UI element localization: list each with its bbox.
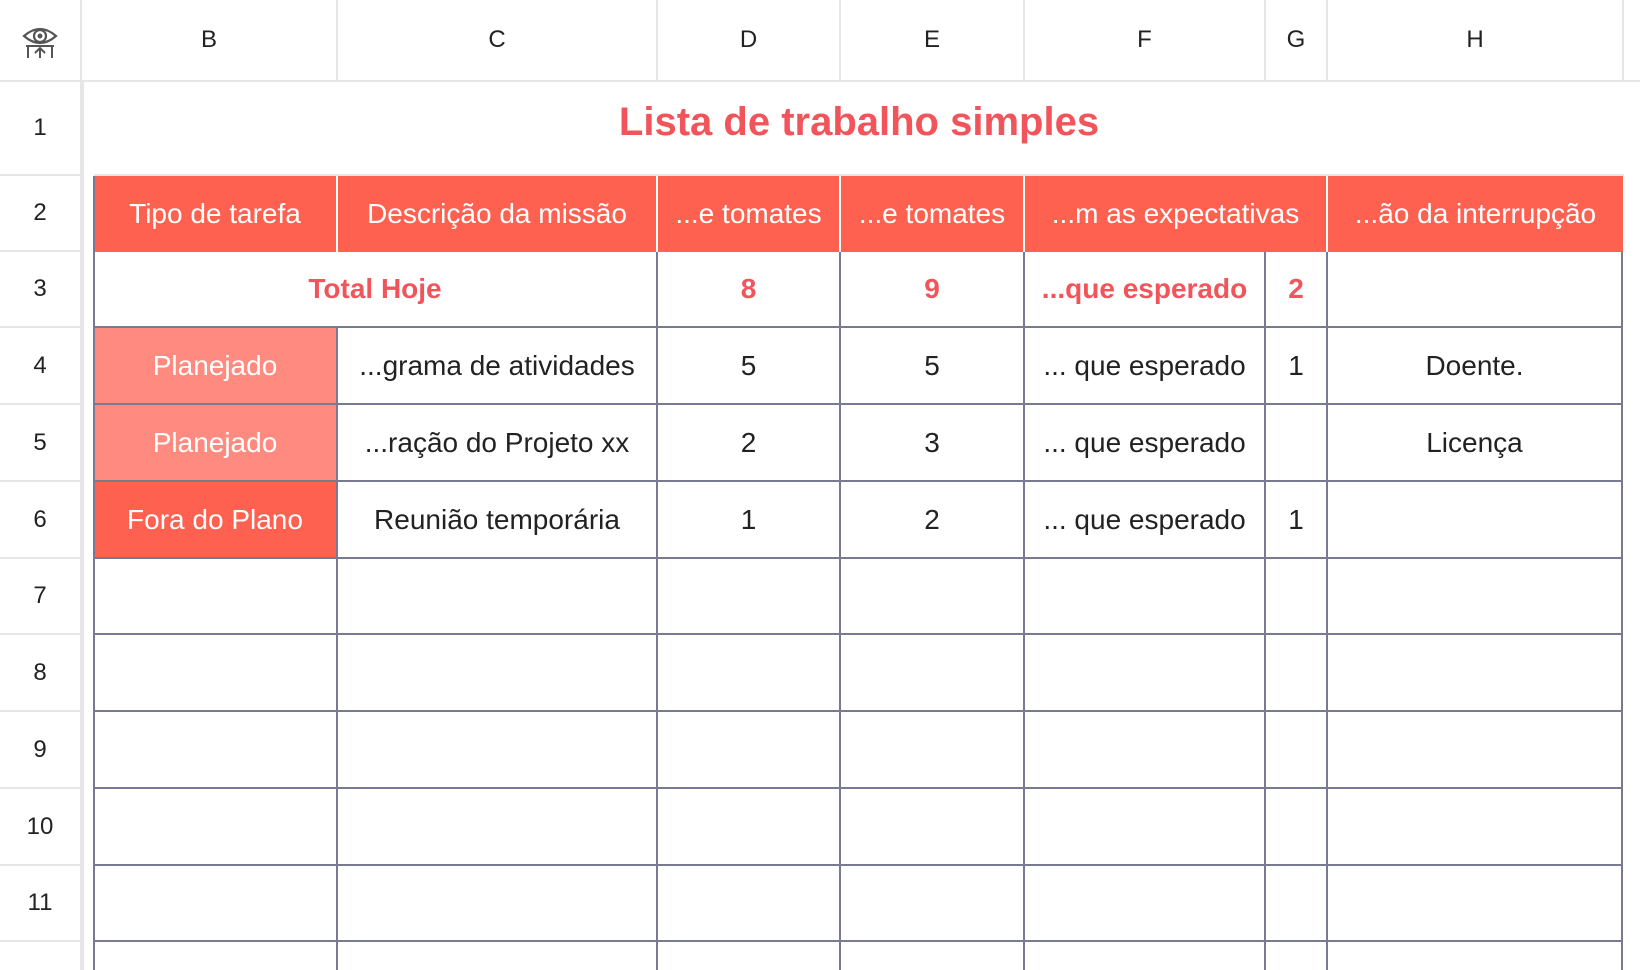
empty-cell[interactable] bbox=[841, 635, 1025, 712]
empty-cell[interactable] bbox=[1025, 789, 1266, 866]
column-header-b[interactable]: B bbox=[82, 0, 338, 82]
empty-cell[interactable] bbox=[658, 635, 841, 712]
sheet-title[interactable]: Lista de trabalho simples bbox=[94, 82, 1624, 176]
empty-cell[interactable] bbox=[1266, 559, 1328, 635]
empty-cell[interactable] bbox=[94, 866, 338, 942]
corner-freeze-toggle[interactable] bbox=[0, 0, 82, 82]
interruption-reason-cell[interactable]: Doente. bbox=[1328, 328, 1623, 405]
column-header-c[interactable]: C bbox=[338, 0, 658, 82]
row-header-9[interactable]: 9 bbox=[0, 712, 82, 789]
table-left-border bbox=[93, 176, 95, 970]
tomatoes-1-cell[interactable]: 1 bbox=[658, 482, 841, 559]
empty-cell[interactable] bbox=[338, 635, 658, 712]
empty-cell[interactable] bbox=[841, 559, 1025, 635]
column-header-e[interactable]: E bbox=[841, 0, 1025, 82]
empty-cell[interactable] bbox=[1025, 942, 1266, 970]
row-header-4[interactable]: 4 bbox=[0, 328, 82, 405]
empty-cell[interactable] bbox=[658, 789, 841, 866]
empty-cell[interactable] bbox=[841, 789, 1025, 866]
total-e[interactable]: 9 bbox=[841, 252, 1025, 328]
empty-cell[interactable] bbox=[1025, 635, 1266, 712]
empty-cell[interactable] bbox=[94, 942, 338, 970]
empty-cell[interactable] bbox=[338, 559, 658, 635]
empty-cell[interactable] bbox=[841, 942, 1025, 970]
tomatoes-1-cell[interactable]: 5 bbox=[658, 328, 841, 405]
task-type-cell[interactable]: Planejado bbox=[94, 405, 338, 482]
interruption-reason-cell[interactable] bbox=[1328, 482, 1623, 559]
empty-cell[interactable] bbox=[1266, 712, 1328, 789]
total-d[interactable]: 8 bbox=[658, 252, 841, 328]
empty-cell[interactable] bbox=[1266, 866, 1328, 942]
interruption-count-cell[interactable] bbox=[1266, 405, 1328, 482]
row-header-7[interactable]: 7 bbox=[0, 559, 82, 635]
empty-cell[interactable] bbox=[94, 712, 338, 789]
empty-cell[interactable] bbox=[1328, 942, 1623, 970]
description-cell[interactable]: ...ração do Projeto xx bbox=[338, 405, 658, 482]
row-header-3[interactable]: 3 bbox=[0, 252, 82, 328]
header-tomatoes-1[interactable]: ...e tomates bbox=[658, 176, 841, 252]
empty-cell[interactable] bbox=[841, 866, 1025, 942]
column-header-d[interactable]: D bbox=[658, 0, 841, 82]
empty-cell[interactable] bbox=[1328, 789, 1623, 866]
empty-cell[interactable] bbox=[658, 866, 841, 942]
header-expectations[interactable]: ...m as expectativas bbox=[1025, 176, 1328, 252]
interruption-count-cell[interactable]: 1 bbox=[1266, 482, 1328, 559]
header-task-type[interactable]: Tipo de tarefa bbox=[94, 176, 338, 252]
row-header-12[interactable] bbox=[0, 942, 82, 970]
header-interruption[interactable]: ...ão da interrupção bbox=[1328, 176, 1623, 252]
task-type-cell[interactable]: Planejado bbox=[94, 328, 338, 405]
row-header-8[interactable]: 8 bbox=[0, 635, 82, 712]
expectation-cell[interactable]: ... que esperado bbox=[1025, 405, 1266, 482]
empty-cell[interactable] bbox=[94, 559, 338, 635]
empty-cell[interactable] bbox=[1025, 866, 1266, 942]
empty-cell[interactable] bbox=[1266, 789, 1328, 866]
header-mission-description[interactable]: Descrição da missão bbox=[338, 176, 658, 252]
empty-cell[interactable] bbox=[1025, 559, 1266, 635]
column-header-g[interactable]: G bbox=[1266, 0, 1328, 82]
empty-cell[interactable] bbox=[338, 712, 658, 789]
column-header-f[interactable]: F bbox=[1025, 0, 1266, 82]
row-header-6[interactable]: 6 bbox=[0, 482, 82, 559]
empty-cell[interactable] bbox=[841, 712, 1025, 789]
empty-cell[interactable] bbox=[1266, 942, 1328, 970]
empty-cell[interactable] bbox=[658, 942, 841, 970]
empty-cell[interactable] bbox=[94, 635, 338, 712]
total-h[interactable] bbox=[1328, 252, 1623, 328]
description-cell[interactable]: Reunião temporária bbox=[338, 482, 658, 559]
empty-cell[interactable] bbox=[1328, 712, 1623, 789]
tomatoes-2-cell[interactable]: 2 bbox=[841, 482, 1025, 559]
empty-cell[interactable] bbox=[658, 712, 841, 789]
column-header-h[interactable]: H bbox=[1328, 0, 1624, 82]
empty-cell[interactable] bbox=[1328, 635, 1623, 712]
empty-cell[interactable] bbox=[1328, 559, 1623, 635]
task-type-cell[interactable]: Fora do Plano bbox=[94, 482, 338, 559]
row-header-5[interactable]: 5 bbox=[0, 405, 82, 482]
header-tomatoes-2[interactable]: ...e tomates bbox=[841, 176, 1025, 252]
empty-cell[interactable] bbox=[658, 559, 841, 635]
empty-cell[interactable] bbox=[1328, 866, 1623, 942]
row-header-1[interactable]: 1 bbox=[0, 82, 82, 176]
row-header-10[interactable]: 10 bbox=[0, 789, 82, 866]
interruption-count-cell[interactable]: 1 bbox=[1266, 328, 1328, 405]
row-header-11[interactable]: 11 bbox=[0, 866, 82, 942]
column-header-extra[interactable] bbox=[1624, 0, 1640, 82]
empty-cell[interactable] bbox=[338, 866, 658, 942]
total-f[interactable]: ...que esperado bbox=[1025, 252, 1266, 328]
tomatoes-2-cell[interactable]: 5 bbox=[841, 328, 1025, 405]
empty-cell[interactable] bbox=[1266, 635, 1328, 712]
expectation-cell[interactable]: ... que esperado bbox=[1025, 482, 1266, 559]
empty-cell[interactable] bbox=[338, 789, 658, 866]
empty-cell[interactable] bbox=[94, 789, 338, 866]
tomatoes-1-cell[interactable]: 2 bbox=[658, 405, 841, 482]
empty-cell[interactable] bbox=[338, 942, 658, 970]
description-cell[interactable]: ...grama de atividades bbox=[338, 328, 658, 405]
empty-cell[interactable] bbox=[1025, 712, 1266, 789]
row-header-2[interactable]: 2 bbox=[0, 176, 82, 252]
total-label[interactable]: Total Hoje bbox=[94, 252, 658, 328]
eye-freeze-icon bbox=[18, 16, 62, 65]
interruption-reason-cell[interactable]: Licença bbox=[1328, 405, 1623, 482]
tomatoes-2-cell[interactable]: 3 bbox=[841, 405, 1025, 482]
frozen-divider bbox=[82, 82, 92, 970]
expectation-cell[interactable]: ... que esperado bbox=[1025, 328, 1266, 405]
total-g[interactable]: 2 bbox=[1266, 252, 1328, 328]
